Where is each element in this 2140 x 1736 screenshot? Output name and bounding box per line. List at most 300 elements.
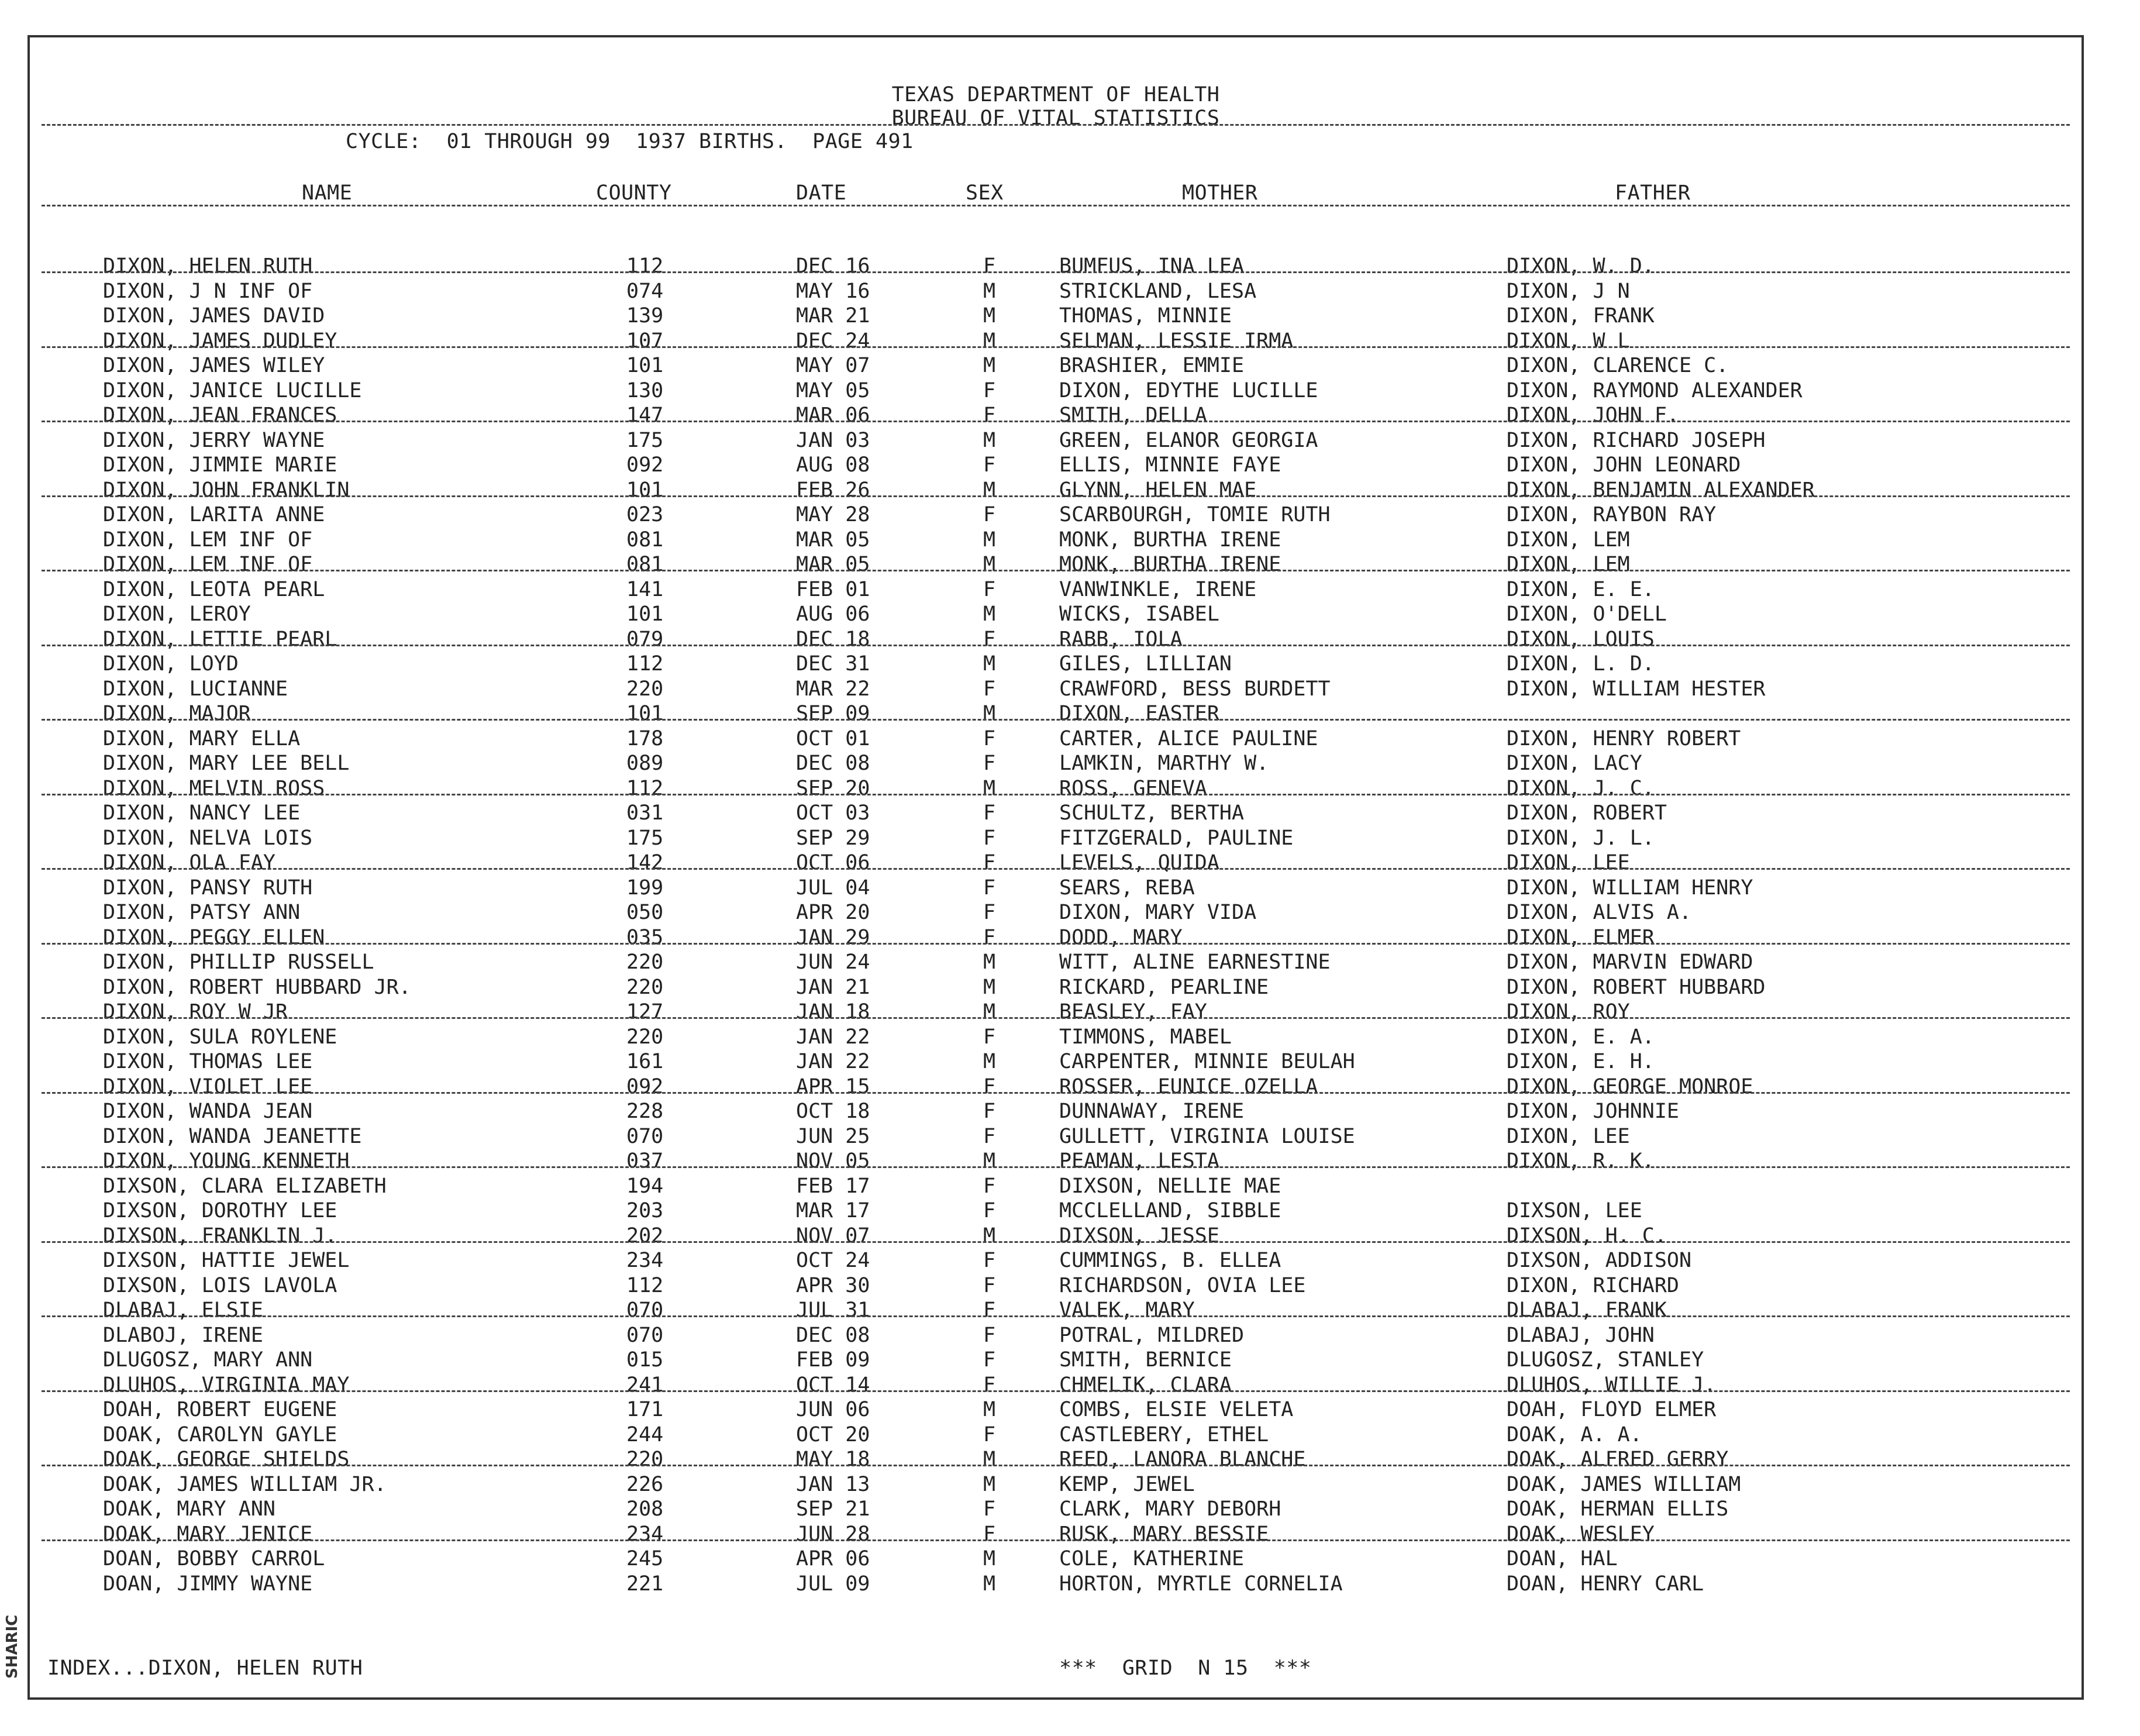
row-separator	[42, 868, 2070, 870]
cell-sex: M	[983, 1000, 996, 1024]
cell-father: DLUHOS, WILLIE J.	[1507, 1373, 1717, 1397]
cell-county: 245	[626, 1547, 664, 1570]
cell-sex: F	[983, 378, 996, 402]
cell-sex: F	[983, 677, 996, 701]
cell-mother: COMBS, ELSIE VELETA	[1059, 1398, 1294, 1421]
cell-name: DIXON, LARITA ANNE	[103, 503, 325, 526]
cell-mother: COLE, KATHERINE	[1059, 1547, 1245, 1570]
table-row	[30, 304, 2082, 328]
cell-sex: M	[983, 354, 996, 377]
cell-name: DIXON, LOYD	[103, 652, 239, 676]
cell-father: DIXON, J N	[1507, 279, 1630, 303]
cell-county: 081	[626, 528, 664, 552]
cell-name: DIXON, THOMAS LEE	[103, 1050, 313, 1073]
cell-mother: STRICKLAND, LESA	[1059, 279, 1257, 303]
cell-sex: M	[983, 1149, 996, 1173]
cell-mother: DIXSON, JESSE	[1059, 1224, 1219, 1248]
table-row	[30, 528, 2082, 552]
cell-father: DIXON, RAYBON RAY	[1507, 503, 1717, 526]
cell-father: DOAK, A. A.	[1507, 1422, 1642, 1446]
table-row	[30, 1198, 2082, 1223]
cell-mother: GREEN, ELANOR GEORGIA	[1059, 428, 1318, 452]
cell-name: DIXON, OLA FAY	[103, 851, 276, 874]
cell-date: OCT 18	[796, 1100, 870, 1123]
cell-name: DIXON, MAJOR	[103, 702, 251, 725]
cell-date: MAR 22	[796, 677, 870, 701]
row-separator	[42, 570, 2070, 571]
cell-sex: M	[983, 1398, 996, 1421]
cell-sex: F	[983, 1422, 996, 1446]
cell-sex: F	[983, 1373, 996, 1397]
row-separator	[42, 495, 2070, 497]
cell-county: 092	[626, 1074, 664, 1098]
margin-label: SHARIC	[4, 1614, 21, 1679]
table-row	[30, 453, 2082, 477]
cell-date: APR 20	[796, 901, 870, 924]
table-row	[30, 726, 2082, 751]
cell-sex: F	[983, 1100, 996, 1123]
table-row	[30, 1497, 2082, 1521]
cell-mother: ROSSER, EUNICE OZELLA	[1059, 1074, 1318, 1098]
cell-father: DOAK, ALFRED GERRY	[1507, 1448, 1729, 1471]
cell-mother: REED, LANORA BLANCHE	[1059, 1448, 1306, 1471]
cell-mother: CHMELIK, CLARA	[1059, 1373, 1232, 1397]
cell-date: OCT 01	[796, 726, 870, 750]
cell-county: 220	[626, 1448, 664, 1471]
cell-name: DIXON, LEM INF OF	[103, 528, 313, 552]
cell-sex: F	[983, 577, 996, 601]
table-row	[30, 1323, 2082, 1348]
cell-date: SEP 20	[796, 776, 870, 800]
row-separator	[42, 1241, 2070, 1243]
cell-county: 015	[626, 1348, 664, 1372]
cell-mother: SCHULTZ, BERTHA	[1059, 801, 1245, 825]
divider	[42, 124, 2070, 126]
cell-name: DOAK, JAMES WILLIAM JR.	[103, 1472, 387, 1496]
table-row	[30, 627, 2082, 652]
cell-sex: M	[983, 1547, 996, 1570]
cell-father: DIXON, O'DELL	[1507, 602, 1667, 626]
row-separator	[42, 1166, 2070, 1168]
cell-date: JAN 29	[796, 925, 870, 949]
cell-mother: DIXON, MARY VIDA	[1059, 901, 1257, 924]
cell-date: JAN 21	[796, 975, 870, 999]
row-separator	[42, 1539, 2070, 1541]
table-row	[30, 378, 2082, 403]
cell-name: DIXON, YOUNG KENNETH	[103, 1149, 350, 1173]
table-row	[30, 329, 2082, 353]
cell-date: APR 15	[796, 1074, 870, 1098]
cell-county: 147	[626, 404, 664, 427]
cell-mother: CASTLEBERY, ETHEL	[1059, 1422, 1269, 1446]
cell-father: DIXON, L. D.	[1507, 652, 1655, 676]
table-row	[30, 850, 2082, 875]
cell-mother: ROSS, GENEVA	[1059, 776, 1207, 800]
cell-father: DIXON, MARVIN EDWARD	[1507, 950, 1753, 974]
cell-county: 101	[626, 602, 664, 626]
cell-name: DIXON, LEOTA PEARL	[103, 577, 325, 601]
cell-mother: RUSK, MARY BESSIE	[1059, 1522, 1269, 1546]
cell-date: MAY 05	[796, 378, 870, 402]
table-row	[30, 1248, 2082, 1273]
row-separator	[42, 719, 2070, 721]
row-separator	[42, 421, 2070, 422]
cell-father: DIXON, E. H.	[1507, 1050, 1655, 1073]
cell-mother: CRAWFORD, BESS BURDETT	[1059, 677, 1331, 701]
cell-name: DLABAJ, ELSIE	[103, 1298, 263, 1322]
cell-sex: F	[983, 1522, 996, 1546]
cell-mother: SEARS, REBA	[1059, 876, 1195, 900]
table-row	[30, 552, 2082, 577]
cell-sex: F	[983, 627, 996, 651]
table-row	[30, 1447, 2082, 1472]
cell-mother: RICHARDSON, OVIA LEE	[1059, 1273, 1306, 1297]
cell-name: DOAK, GEORGE SHIELDS	[103, 1448, 350, 1471]
cell-name: DIXON, NANCY LEE	[103, 801, 301, 825]
cell-date: OCT 24	[796, 1249, 870, 1272]
cell-name: DOAK, MARY ANN	[103, 1497, 276, 1521]
cell-sex: F	[983, 1025, 996, 1049]
cell-county: 092	[626, 453, 664, 477]
table-row	[30, 925, 2082, 950]
cell-mother: RICKARD, PEARLINE	[1059, 975, 1269, 999]
cell-sex: F	[983, 1199, 996, 1222]
cell-name: DIXON, LEM INF OF	[103, 553, 313, 576]
cell-county: 074	[626, 279, 664, 303]
cell-father: DIXON, WILLIAM HENRY	[1507, 876, 1753, 900]
cell-date: FEB 01	[796, 577, 870, 601]
cell-county: 035	[626, 925, 664, 949]
cell-father: DIXSON, H. C.	[1507, 1224, 1667, 1248]
cell-father: DIXON, R. K.	[1507, 1149, 1655, 1173]
table-row	[30, 428, 2082, 453]
cell-date: JAN 13	[796, 1472, 870, 1496]
cell-name: DIXON, PEGGY ELLEN	[103, 925, 325, 949]
cell-mother: BRASHIER, EMMIE	[1059, 354, 1245, 377]
cell-mother: LEVELS, QUIDA	[1059, 851, 1219, 874]
cell-date: OCT 14	[796, 1373, 870, 1397]
cell-county: 031	[626, 801, 664, 825]
cell-sex: F	[983, 1348, 996, 1372]
cell-name: DIXON, VIOLET LEE	[103, 1074, 313, 1098]
table-row	[30, 1422, 2082, 1447]
cell-date: DEC 16	[796, 254, 870, 278]
cell-mother: DUNNAWAY, IRENE	[1059, 1100, 1245, 1123]
cell-date: MAR 17	[796, 1199, 870, 1222]
cell-date: SEP 09	[796, 702, 870, 725]
cell-date: MAY 28	[796, 503, 870, 526]
cell-county: 081	[626, 553, 664, 576]
cell-father: DIXON, LOUIS	[1507, 627, 1655, 651]
cell-father: DIXON, J. C.	[1507, 776, 1655, 800]
cell-name: DIXON, PHILLIP RUSSELL	[103, 950, 374, 974]
document-page	[27, 35, 2084, 1700]
cell-county: 194	[626, 1174, 664, 1198]
cell-date: JUL 04	[796, 876, 870, 900]
cell-father: DIXON, ALVIS A.	[1507, 901, 1692, 924]
cell-mother: VANWINKLE, IRENE	[1059, 577, 1257, 601]
cell-county: 226	[626, 1472, 664, 1496]
header-department: TEXAS DEPARTMENT OF HEALTH	[891, 83, 1220, 106]
column-date: DATE	[796, 181, 847, 205]
cell-father: DOAK, WESLEY	[1507, 1522, 1655, 1546]
cell-sex: M	[983, 1472, 996, 1496]
table-row	[30, 1298, 2082, 1322]
cell-mother: DODD, MARY	[1059, 925, 1183, 949]
cell-father: DOAN, HAL	[1507, 1547, 1618, 1570]
row-separator	[42, 1017, 2070, 1019]
cell-father: DIXON, CLARENCE C.	[1507, 354, 1729, 377]
cell-father: DOAH, FLOYD ELMER	[1507, 1398, 1717, 1421]
table-row	[30, 1124, 2082, 1149]
cell-date: JUN 28	[796, 1522, 870, 1546]
cell-mother: WICKS, ISABEL	[1059, 602, 1219, 626]
table-row	[30, 1348, 2082, 1372]
cell-date: DEC 18	[796, 627, 870, 651]
cell-father: DIXSON, ADDISON	[1507, 1249, 1692, 1272]
cell-name: DLABOJ, IRENE	[103, 1323, 263, 1347]
cell-father: DIXON, HENRY ROBERT	[1507, 726, 1741, 750]
cell-name: DIXON, JAMES DUDLEY	[103, 329, 337, 353]
cell-county: 089	[626, 752, 664, 775]
cell-father: DIXON, E. E.	[1507, 577, 1655, 601]
table-row	[30, 801, 2082, 825]
cell-father: DIXON, ROY	[1507, 1000, 1630, 1024]
cell-father: DIXON, LEM	[1507, 528, 1630, 552]
cell-date: JUL 31	[796, 1298, 870, 1322]
cell-name: DIXON, NELVA LOIS	[103, 826, 313, 850]
cell-sex: F	[983, 1074, 996, 1098]
cell-sex: F	[983, 1249, 996, 1272]
cell-date: MAR 05	[796, 528, 870, 552]
cell-sex: F	[983, 1323, 996, 1347]
row-separator	[42, 271, 2070, 273]
cell-county: 228	[626, 1100, 664, 1123]
cell-date: MAR 21	[796, 304, 870, 328]
cell-date: APR 30	[796, 1273, 870, 1297]
column-name: NAME	[302, 181, 353, 205]
cell-sex: F	[983, 453, 996, 477]
cell-father: DIXON, WILLIAM HESTER	[1507, 677, 1766, 701]
header-cycle: CYCLE: 01 THROUGH 99 1937 BIRTHS. PAGE 491	[346, 130, 914, 153]
cell-name: DIXON, JERRY WAYNE	[103, 428, 325, 452]
cell-county: 202	[626, 1224, 664, 1248]
cell-mother: MONK, BURTHA IRENE	[1059, 528, 1281, 552]
cell-sex: M	[983, 304, 996, 328]
cell-mother: SMITH, BERNICE	[1059, 1348, 1232, 1372]
cell-date: FEB 26	[796, 478, 870, 502]
cell-date: NOV 07	[796, 1224, 870, 1248]
cell-county: 112	[626, 652, 664, 676]
cell-sex: F	[983, 1174, 996, 1198]
cell-date: DEC 31	[796, 652, 870, 676]
cell-county: 101	[626, 478, 664, 502]
cell-county: 175	[626, 826, 664, 850]
cell-name: DIXON, JAMES DAVID	[103, 304, 325, 328]
table-row	[30, 975, 2082, 1000]
cell-mother: POTRAL, MILDRED	[1059, 1323, 1245, 1347]
row-separator	[42, 1465, 2070, 1466]
cell-father: DIXON, JOHNNIE	[1507, 1100, 1680, 1123]
cell-county: 141	[626, 577, 664, 601]
row-separator	[42, 1092, 2070, 1094]
cell-mother: VALEK, MARY	[1059, 1298, 1195, 1322]
cell-date: JAN 03	[796, 428, 870, 452]
cell-name: DIXON, JIMMIE MARIE	[103, 453, 337, 477]
table-row	[30, 502, 2082, 527]
cell-date: DEC 24	[796, 329, 870, 353]
cell-mother: RABB, IOLA	[1059, 627, 1183, 651]
cell-name: DIXON, JOHN FRANKLIN	[103, 478, 350, 502]
cell-mother: ELLIS, MINNIE FAYE	[1059, 453, 1281, 477]
cell-county: 244	[626, 1422, 664, 1446]
cell-name: DIXON, MARY ELLA	[103, 726, 301, 750]
cell-county: 127	[626, 1000, 664, 1024]
cell-sex: F	[983, 826, 996, 850]
cell-county: 175	[626, 428, 664, 452]
cell-county: 037	[626, 1149, 664, 1173]
cell-county: 079	[626, 627, 664, 651]
cell-name: DIXSON, HATTIE JEWEL	[103, 1249, 350, 1272]
cell-father: DIXON, RICHARD	[1507, 1273, 1680, 1297]
cell-county: 171	[626, 1398, 664, 1421]
row-separator	[42, 943, 2070, 945]
cell-date: SEP 21	[796, 1497, 870, 1521]
cell-sex: F	[983, 801, 996, 825]
cell-father: DIXON, E. A.	[1507, 1025, 1655, 1049]
table-row	[30, 353, 2082, 378]
cell-name: DOAK, MARY JENICE	[103, 1522, 313, 1546]
table-row	[30, 950, 2082, 974]
cell-county: 112	[626, 1273, 664, 1297]
cell-sex: M	[983, 428, 996, 452]
cell-father: DLUGOSZ, STANLEY	[1507, 1348, 1704, 1372]
table-row	[30, 577, 2082, 602]
cell-date: OCT 20	[796, 1422, 870, 1446]
cell-date: DEC 08	[796, 1323, 870, 1347]
cell-father: DLABAJ, FRANK	[1507, 1298, 1667, 1322]
cell-sex: M	[983, 975, 996, 999]
cell-sex: M	[983, 279, 996, 303]
cell-sex: F	[983, 901, 996, 924]
cell-county: 101	[626, 702, 664, 725]
table-row	[30, 652, 2082, 676]
cell-father: DIXON, GEORGE MONROE	[1507, 1074, 1753, 1098]
cell-mother: DIXON, EDYTHE LUCILLE	[1059, 378, 1318, 402]
cell-sex: F	[983, 752, 996, 775]
table-row	[30, 1000, 2082, 1024]
table-row	[30, 1099, 2082, 1124]
cell-name: DIXSON, DOROTHY LEE	[103, 1199, 337, 1222]
table-row	[30, 1273, 2082, 1298]
cell-county: 220	[626, 1025, 664, 1049]
cell-mother: CUMMINGS, B. ELLEA	[1059, 1249, 1281, 1272]
cell-father: DIXON, ROBERT HUBBARD	[1507, 975, 1766, 999]
divider	[42, 205, 2070, 206]
cell-name: DOAH, ROBERT EUGENE	[103, 1398, 337, 1421]
cell-name: DIXON, ROBERT HUBBARD JR.	[103, 975, 411, 999]
column-mother: MOTHER	[1182, 181, 1258, 205]
cell-county: 101	[626, 354, 664, 377]
records-table	[30, 254, 2082, 1628]
cell-father: DIXON, FRANK	[1507, 304, 1655, 328]
cell-date: MAY 07	[796, 354, 870, 377]
cell-name: DIXON, ROY W JR	[103, 1000, 288, 1024]
cell-father: DIXON, BENJAMIN ALEXANDER	[1507, 478, 1815, 502]
table-row	[30, 1149, 2082, 1173]
cell-sex: M	[983, 1448, 996, 1471]
cell-sex: F	[983, 503, 996, 526]
cell-name: DIXON, SULA ROYLENE	[103, 1025, 337, 1049]
cell-sex: F	[983, 1124, 996, 1148]
table-row	[30, 1522, 2082, 1546]
cell-mother: KEMP, JEWEL	[1059, 1472, 1195, 1496]
cell-county: 112	[626, 254, 664, 278]
cell-father: DIXON, JOHN F.	[1507, 404, 1680, 427]
table-row	[30, 1224, 2082, 1248]
table-row	[30, 1472, 2082, 1497]
cell-father: DIXON, LEE	[1507, 1124, 1630, 1148]
cell-father: DIXON, ELMER	[1507, 925, 1655, 949]
cell-mother: WITT, ALINE EARNESTINE	[1059, 950, 1331, 974]
table-row	[30, 876, 2082, 900]
cell-father: DIXON, JOHN LEONARD	[1507, 453, 1741, 477]
cell-date: JUL 09	[796, 1572, 870, 1596]
cell-mother: MCCLELLAND, SIBBLE	[1059, 1199, 1281, 1222]
row-separator	[42, 1315, 2070, 1317]
cell-date: FEB 09	[796, 1348, 870, 1372]
cell-sex: M	[983, 1050, 996, 1073]
cell-date: JUN 06	[796, 1398, 870, 1421]
cell-sex: M	[983, 1224, 996, 1248]
cell-name: DIXON, LEROY	[103, 602, 251, 626]
table-row	[30, 900, 2082, 925]
cell-mother: DIXON, EASTER	[1059, 702, 1219, 725]
table-row	[30, 254, 2082, 278]
cell-sex: F	[983, 1298, 996, 1322]
column-county: COUNTY	[596, 181, 672, 205]
cell-father: DOAK, HERMAN ELLIS	[1507, 1497, 1729, 1521]
cell-name: DIXON, J N INF OF	[103, 279, 313, 303]
cell-county: 199	[626, 876, 664, 900]
cell-county: 221	[626, 1572, 664, 1596]
cell-sex: M	[983, 1572, 996, 1596]
cell-date: DEC 08	[796, 752, 870, 775]
row-separator	[42, 1390, 2070, 1392]
cell-sex: F	[983, 1273, 996, 1297]
cell-county: 070	[626, 1298, 664, 1322]
column-sex: SEX	[966, 181, 1004, 205]
cell-father: DIXON, W L	[1507, 329, 1630, 353]
cell-name: DIXON, LETTIE PEARL	[103, 627, 337, 651]
cell-name: DIXON, HELEN RUTH	[103, 254, 313, 278]
row-separator	[42, 645, 2070, 646]
cell-county: 203	[626, 1199, 664, 1222]
cell-date: JUN 24	[796, 950, 870, 974]
cell-father: DIXON, LACY	[1507, 752, 1642, 775]
row-separator	[42, 794, 2070, 795]
table-row	[30, 602, 2082, 626]
cell-sex: F	[983, 851, 996, 874]
cell-name: DIXON, JANICE LUCILLE	[103, 378, 362, 402]
table-row	[30, 1373, 2082, 1397]
cell-name: DLUHOS, VIRGINIA MAY	[103, 1373, 350, 1397]
cell-mother: THOMAS, MINNIE	[1059, 304, 1232, 328]
cell-mother: BEASLEY, FAY	[1059, 1000, 1207, 1024]
cell-date: AUG 06	[796, 602, 870, 626]
table-row	[30, 1074, 2082, 1099]
cell-county: 050	[626, 901, 664, 924]
